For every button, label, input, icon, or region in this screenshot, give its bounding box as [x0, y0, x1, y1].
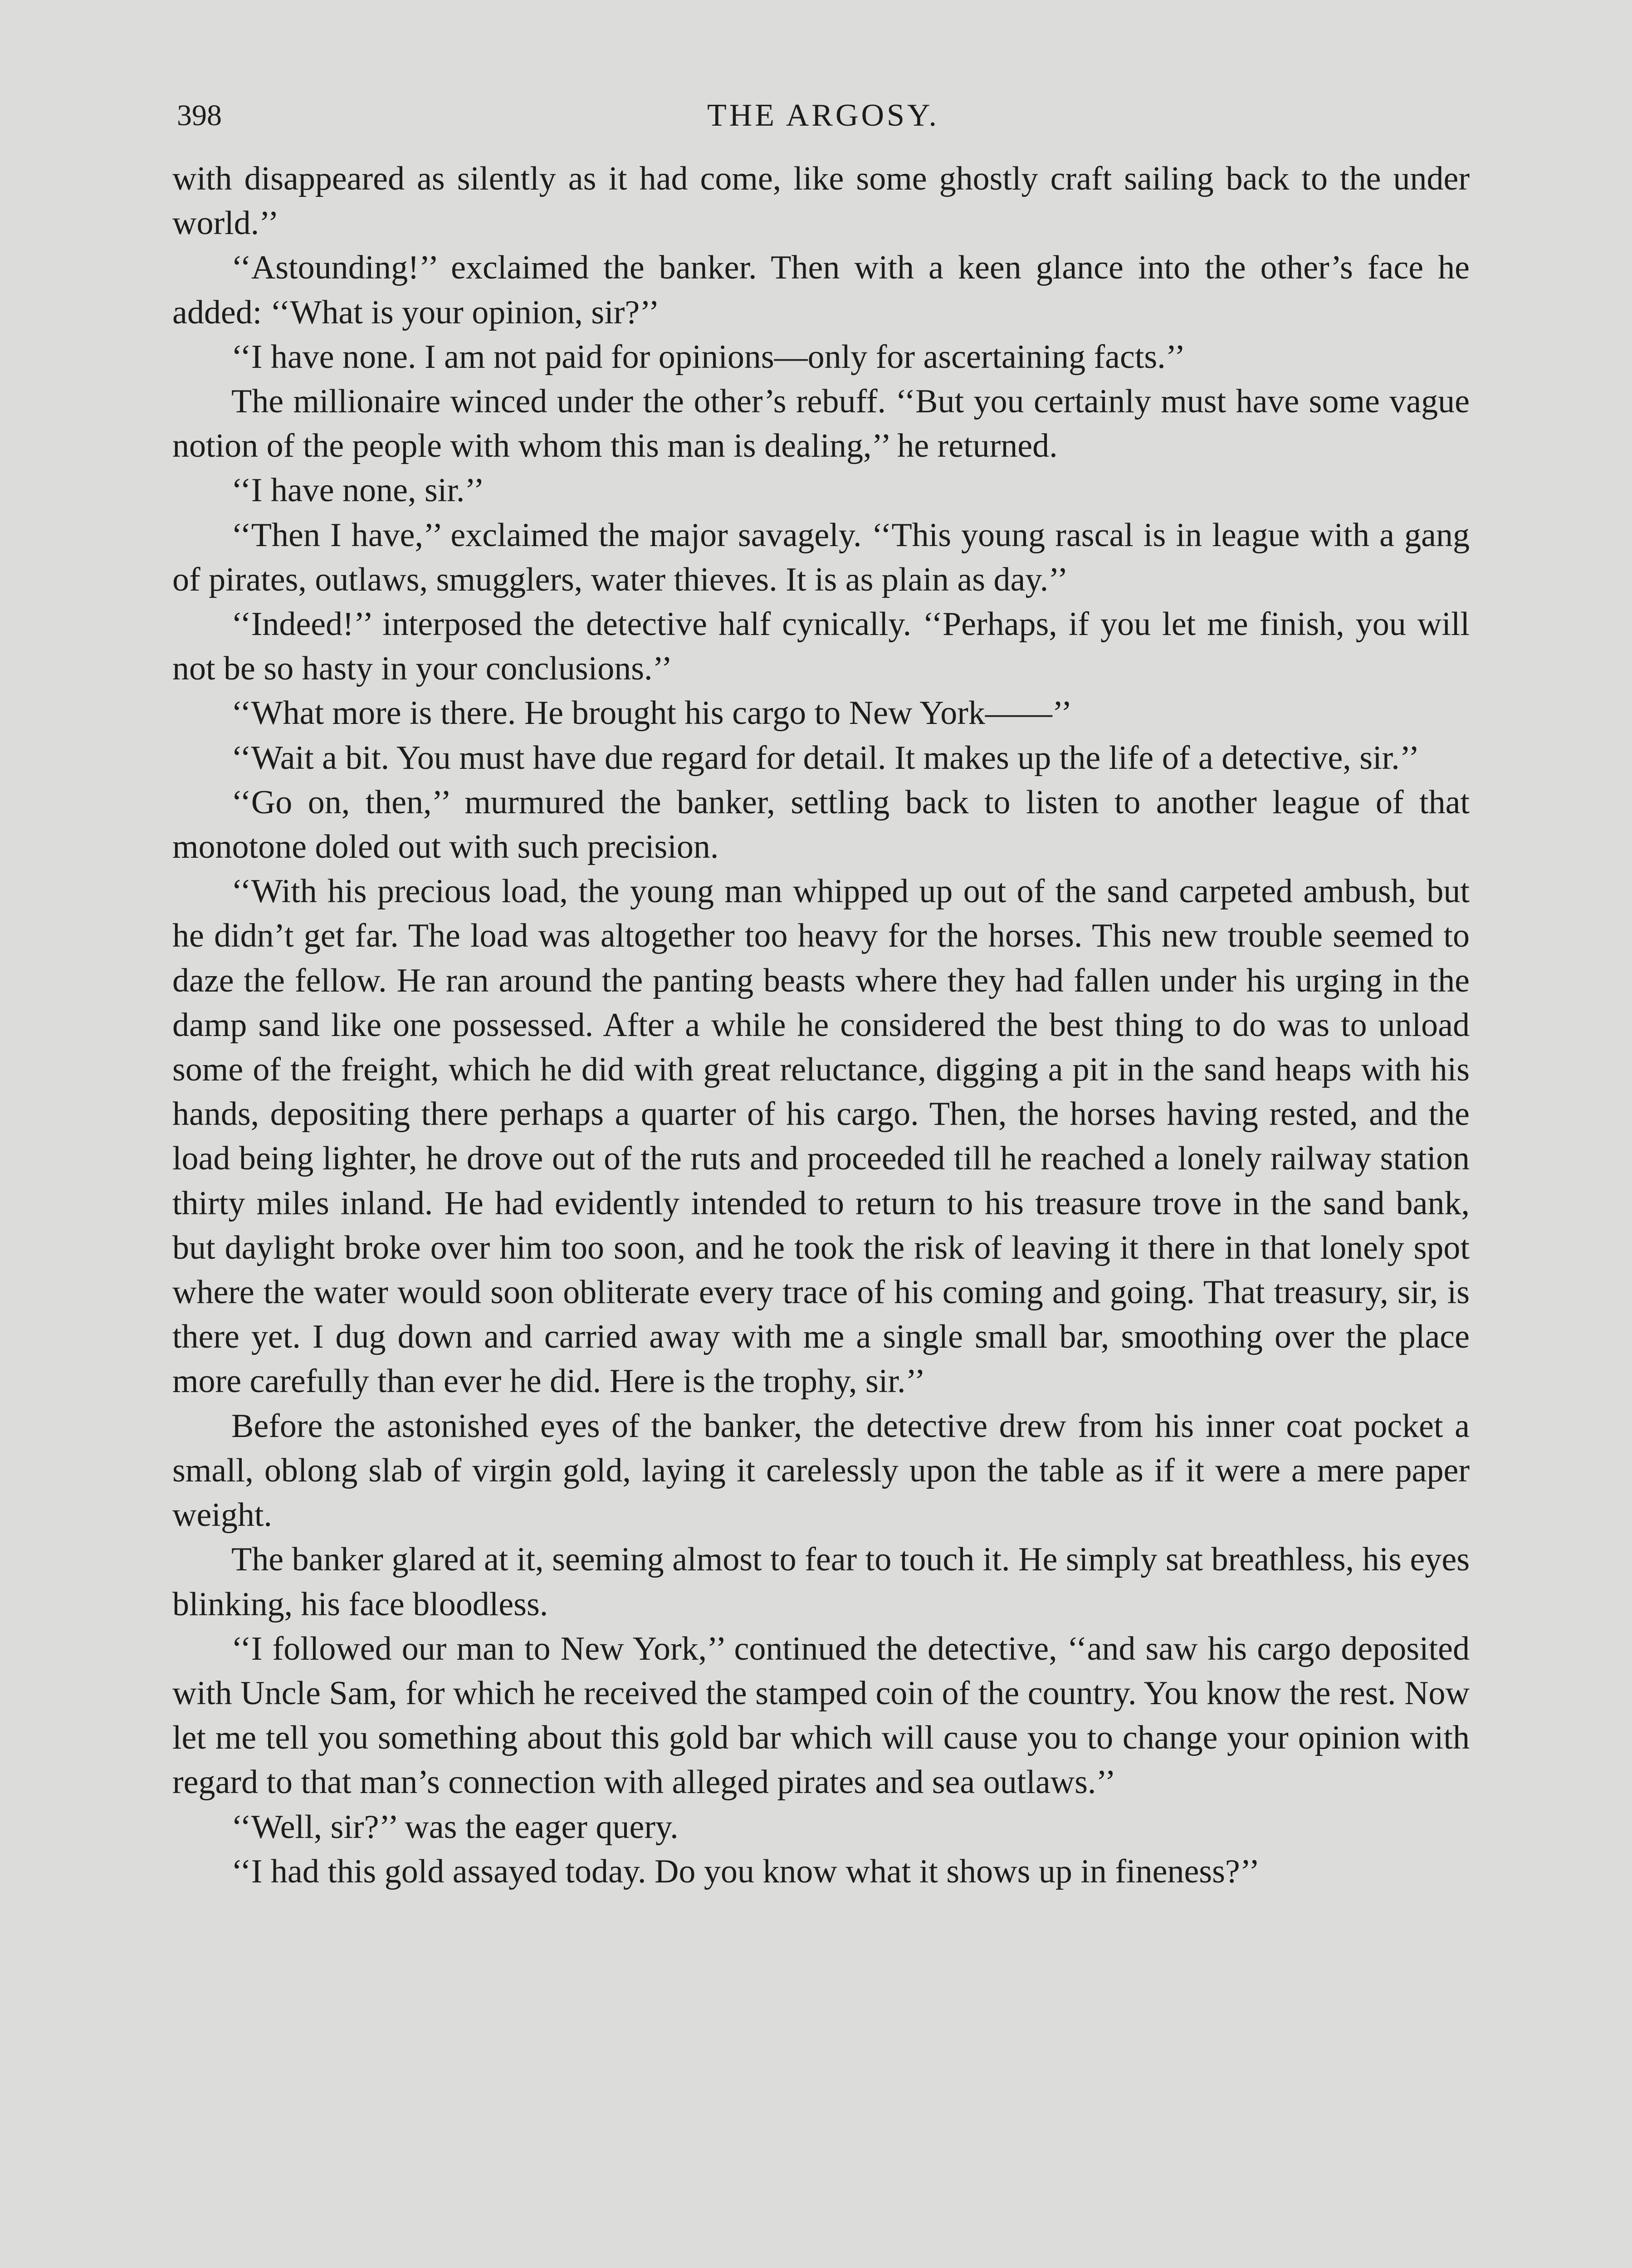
paragraph: ‘‘Go on, then,’’ murmured the banker, settling back to listen to another league of that monotone doled out with such precision. [172, 783, 1470, 866]
paragraph: ‘‘I have none, sir.’’ [231, 472, 485, 509]
running-title: THE ARGOSY. [707, 98, 939, 133]
paragraph: ‘‘I had this gold assayed today. Do you know what it shows up in fineness?’’ [231, 1853, 1260, 1890]
paragraph: ‘‘Well, sir?’’ was the eager query. [231, 1808, 679, 1846]
page-number: 398 [177, 99, 222, 132]
paragraph: ‘‘Wait a bit. You must have due regard for detail. It makes up the life of a detective, sir.’’ [231, 739, 1420, 777]
paragraph: ‘‘I followed our man to New York,’’ continued the detective, ‘‘and saw his cargo deposited with Uncle Sam, for which he received the stamped coin of the country. You know the rest. Now let me tell you something about this gold bar which will cause you to change your opinion with regard to that man’s connection with alleged pirates and sea outlaws.’’ [172, 1630, 1470, 1801]
paragraph: ‘‘I have none. I am not paid for opinions—only for ascertaining facts.’’ [231, 338, 1186, 376]
story-text [172, 156, 1470, 1894]
paragraph: ‘‘What more is there. He brought his cargo to New York——’’ [231, 694, 1072, 732]
page-header [177, 93, 1470, 143]
paragraph: ‘‘Indeed!’’ interposed the detective half cynically. ‘‘Perhaps, if you let me finish, you will not be so hasty in your conclusions.’’ [172, 606, 1470, 688]
paragraph: Before the astonished eyes of the banker, the detective drew from his inner coat pocket a small, oblong slab of virgin gold, laying it carelessly upon the table as if it were a mere paper weight. [172, 1407, 1470, 1534]
paragraph: ‘‘Astounding!’’ exclaimed the banker. Then with a keen glance into the other’s face he added: ‘‘What is your opinion, sir?’’ [172, 249, 1470, 331]
paragraph: ‘‘Then I have,’’ exclaimed the major savagely. ‘‘This young rascal is in league with a gang of pirates, outlaws, smugglers, water thieves. It is as plain as day.’’ [172, 516, 1470, 598]
paragraph: The millionaire winced under the other’s rebuff. ‘‘But you certainly must have some vague notion of the people with whom this man is dealing,’’ he returned. [172, 383, 1470, 465]
paragraph: ‘‘With his precious load, the young man whipped up out of the sand carpeted ambush, but he didn’t get far. The load was altogether too heavy for the horses. This new trouble seemed to daze the fellow. He ran around the panting beasts where they had fallen under his urging in the damp sand like one possessed. After a while he considered the best thing to do was to unload some of the freight, which he did with great reluctance, digging a pit in the sand heaps with his hands, depositing there perhaps a quarter of his cargo. Then, the horses having rested, and the load being lighter, he drove out of the ruts and proceeded till he reached a lonely railway station thirty miles inland. He had evidently intended to return to his treasure trove in the sand bank, but daylight broke over him too soon, and he took the risk of leaving it there in that lonely spot where the water would soon obliterate every trace of his coming and going. That treasury, sir, is there yet. I dug down and carried away with me a single small bar, smoothing over the place more carefully than ever he did. Here is the trophy, sir.’’ [172, 873, 1470, 1400]
paragraph-continued: with disappeared as silently as it had come, like some ghostly craft sailing back to the under world.’’ [172, 160, 1470, 242]
paragraph: The banker glared at it, seeming almost to fear to touch it. He simply sat breathless, his eyes blinking, his face bloodless. [172, 1541, 1470, 1623]
